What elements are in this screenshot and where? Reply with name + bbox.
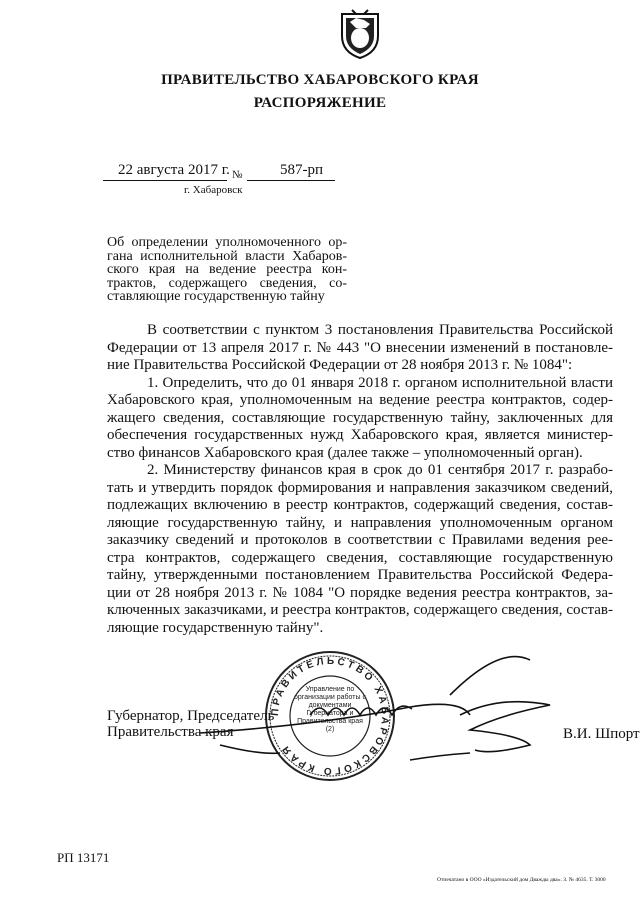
date-underline — [103, 180, 227, 181]
number-underline — [247, 180, 335, 181]
body-line: В соответствии с пунктом 3 постановления Правительства Российской — [147, 322, 613, 338]
body-line: 1. Определить, что до 01 января 2018 г. органом исполнительной власти — [147, 374, 613, 391]
city: г. Хабаровск — [184, 184, 243, 196]
body-line: стра контрактов, содержащего сведения, составляющие государственную — [107, 549, 613, 566]
signatory-title-line: Губернатор, Председатель — [107, 708, 275, 724]
subject-line: Об определении уполномоченного ор- — [107, 235, 347, 250]
document-type-heading: РАСПОРЯЖЕНИЕ — [253, 95, 387, 111]
body-line: ляющие государственную тайну". — [107, 619, 324, 636]
number-sign: № — [232, 169, 243, 181]
document-number: 587-рп — [280, 162, 324, 178]
body-line: подлежащих включению в реестр контрактов, содержащий сведения, состав- — [107, 497, 613, 513]
stamp-ring-text: ПРАВИТЕЛЬСТВО ХАБАРОВСКОГО КРАЯ — [269, 655, 391, 777]
document-date: 22 августа 2017 г. — [118, 162, 230, 178]
body-line: ляющие государственную тайну, и направления уполномоченным органом — [107, 514, 613, 531]
body-line: тать и утвердить порядок формирования и направления заказчиком сведений, — [107, 479, 613, 496]
body-line: Федерации от 13 апреля 2017 г. № 443 "О внесении изменений в постановле- — [107, 339, 613, 356]
body-line: ключенных заказчиками, и реестра контрактов, содержащего сведения, состав- — [107, 602, 613, 618]
body-line: Хабаровского края, уполномоченным на ведение реестра контрактов, содер- — [107, 392, 613, 408]
coat-of-arms-icon — [336, 8, 384, 60]
body-line: жащего сведения, составляющие государственную тайну, заключенных для — [107, 409, 613, 426]
body-line: ство финансов Хабаровского края (далее также – уполномоченный орган). — [107, 444, 583, 461]
subject-line: ставляющие государственную тайну — [107, 289, 325, 304]
subject-line: ского края на ведение реестра кон- — [107, 262, 347, 277]
signatory-name: В.И. Шпорт — [563, 726, 640, 742]
body-line: ние Правительства Российской Федерации от 28 ноября 2013 г. № 1084": — [107, 357, 573, 373]
registration-number: РП 13171 — [57, 850, 110, 865]
organization-heading: ПРАВИТЕЛЬСТВО ХАБАРОВСКОГО КРАЯ — [161, 72, 479, 88]
subject-line: трактов, содержащего сведения, со- — [107, 275, 347, 291]
subject-line: гана исполнительной власти Хабаров- — [107, 248, 347, 264]
handwritten-signature — [200, 655, 560, 775]
stamp-center-text: Управление по организации работы с документами Губернатора и Правительства края (2) — [294, 686, 366, 733]
body-line: тайну, утвержденными постановлением Правительства Российской Федера- — [107, 567, 613, 583]
body-line: обеспечения государственных нужд Хабаровского края, является министер- — [107, 427, 613, 443]
body-line: заказчику сведений и протоколов в соответствии с Правилами ведения рее- — [107, 532, 613, 548]
body-line: 2. Министерству финансов края в срок до 01 сентября 2017 г. разрабо- — [147, 462, 613, 478]
body-line: ции от 28 ноября 2013 г. № 1084 "О порядке ведения реестра контрактов, за- — [107, 584, 613, 601]
signatory-title-line: Правительства края — [107, 724, 234, 740]
printer-info: Отпечатано в ООО «Издательский дом Дважды два». З. № 4635. Т. 3000 — [437, 877, 606, 883]
